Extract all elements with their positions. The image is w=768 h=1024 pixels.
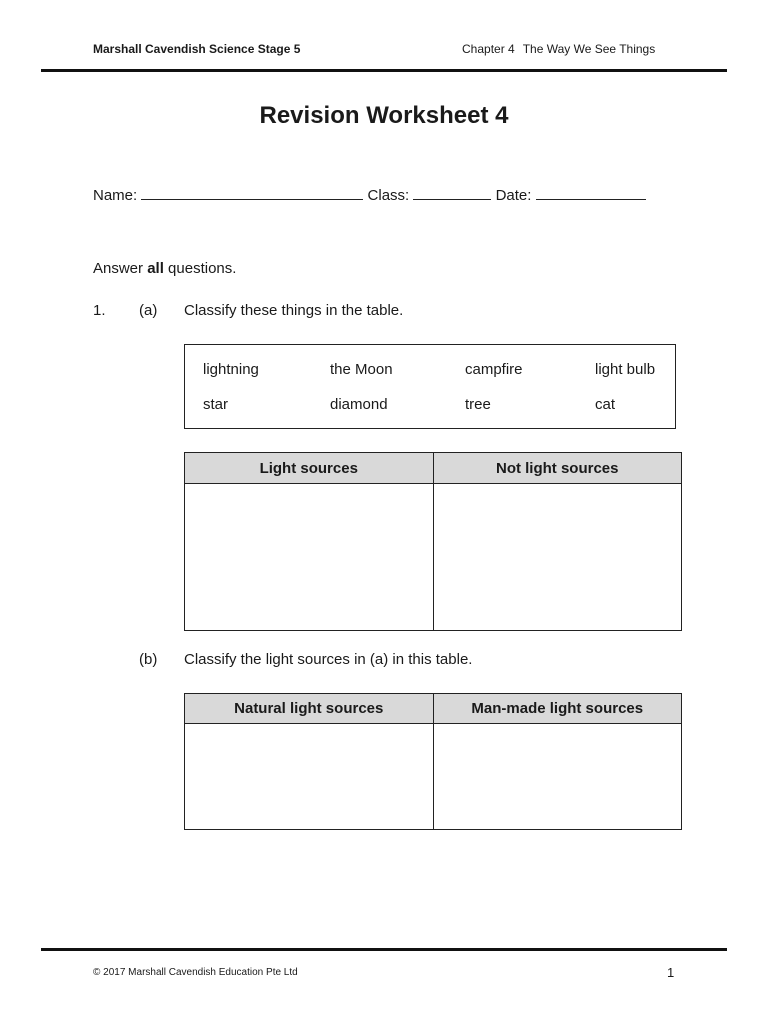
question-number: 1. [93, 302, 106, 319]
header-book-title: Marshall Cavendish Science Stage 5 [93, 42, 301, 56]
table-header: Natural light sources [185, 694, 434, 724]
answer-cell-light-sources[interactable] [185, 484, 434, 631]
footer-rule [41, 948, 727, 951]
word-item: lightning [203, 361, 259, 378]
header-chapter-number: Chapter 4 [462, 42, 515, 56]
instruction [93, 260, 236, 277]
light-sources-table [184, 452, 682, 631]
word-bank [184, 344, 676, 429]
worksheet-title: Revision Worksheet 4 [259, 102, 509, 129]
name-label: Name: [93, 187, 138, 204]
student-info-line [93, 187, 646, 204]
instruction-emphasis: all [147, 260, 164, 277]
part-b-text: Classify the light sources in (a) in this table. [184, 651, 473, 668]
header-chapter [462, 42, 655, 56]
header-chapter-title: The Way We See Things [522, 42, 656, 56]
part-a-label: (a) [139, 302, 158, 319]
word-item: light bulb [595, 361, 656, 378]
table-header: Man-made light sources [433, 694, 682, 724]
part-b-label: (b) [139, 651, 158, 668]
answer-cell-not-light-sources[interactable] [433, 484, 682, 631]
copyright: © 2017 Marshall Cavendish Education Pte Ltd [93, 967, 298, 978]
date-label: Date: [495, 187, 532, 204]
answer-cell-natural[interactable] [185, 724, 434, 830]
class-blank[interactable] [413, 187, 491, 200]
instruction-post: questions. [163, 260, 237, 277]
date-blank[interactable] [536, 187, 646, 200]
word-item: the Moon [330, 361, 393, 378]
answer-cell-man-made[interactable] [433, 724, 682, 830]
part-a-text: Classify these things in the table. [184, 302, 404, 319]
word-item: campfire [465, 361, 523, 378]
instruction-pre: Answer [93, 260, 148, 277]
word-item: cat [595, 396, 616, 413]
page-number: 1 [667, 965, 675, 980]
header-rule [41, 69, 727, 72]
table-header: Not light sources [433, 453, 682, 484]
word-item: star [203, 396, 229, 413]
class-label: Class: [367, 187, 410, 204]
word-item: tree [465, 396, 491, 413]
word-item: diamond [330, 396, 388, 413]
light-source-types-table [184, 693, 682, 830]
name-blank[interactable] [141, 187, 363, 200]
table-header: Light sources [185, 453, 434, 484]
